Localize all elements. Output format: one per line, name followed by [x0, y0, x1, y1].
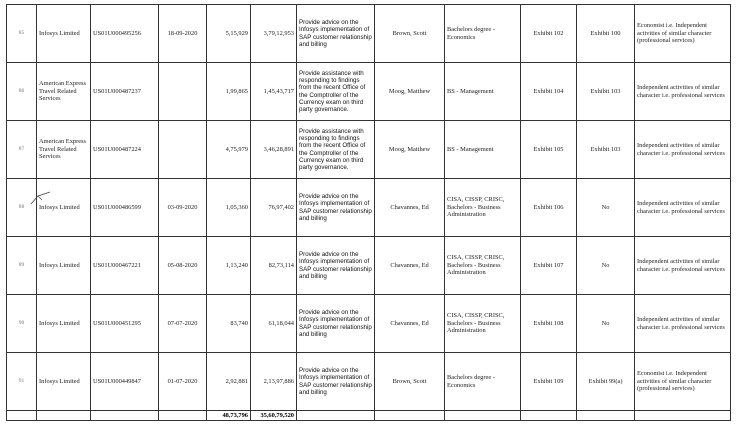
date-cell — [159, 121, 207, 179]
person-name-cell: Chavannes, Ed — [375, 179, 445, 237]
amount-cell: 1,99,865 — [207, 63, 251, 121]
company-name-cell: Infosys Limited — [37, 295, 91, 353]
empty-cell — [37, 411, 91, 421]
table-row — [7, 295, 731, 353]
row-number-cell: 86 — [7, 63, 37, 121]
table-row — [7, 179, 731, 237]
exhibit-cell: Exhibit 105 — [521, 121, 577, 179]
person-name-cell: Brown, Scott — [375, 5, 445, 63]
amount-cell: 1,05,360 — [207, 179, 251, 237]
date-cell: 01-07-2020 — [159, 353, 207, 411]
amount-total-cell: 3,46,28,891 — [251, 121, 297, 179]
table-row — [7, 353, 731, 411]
isin-cell: US01U000495256 — [91, 5, 159, 63]
service-description-cell: Provide advice on the Infosys implementation of SAP customer relationship and billing — [297, 179, 375, 237]
service-description-cell: Provide advice on the Infosys implementation of SAP customer relationship and billing — [297, 237, 375, 295]
exhibit-reference-cell: No — [577, 295, 635, 353]
person-name-cell: Moog, Matthew — [375, 121, 445, 179]
exhibit-reference-cell: No — [577, 179, 635, 237]
qualification-cell: CISA, CISSP, CRISC, Bachelors - Business Administration — [445, 179, 521, 237]
service-description-cell: Provide advice on the Infosys implementation of SAP customer relationship and billing — [297, 295, 375, 353]
person-name-cell: Chavannes, Ed — [375, 237, 445, 295]
isin-cell: US01U000467221 — [91, 237, 159, 295]
empty-cell — [7, 411, 37, 421]
table-row — [7, 237, 731, 295]
empty-cell — [297, 411, 375, 421]
isin-cell: US01U000486599 — [91, 179, 159, 237]
company-name-cell: Infosys Limited — [37, 179, 91, 237]
amount-cell: 4,75,979 — [207, 121, 251, 179]
qualification-cell: BS - Management — [445, 121, 521, 179]
total-amount-cell: 48,73,796 — [207, 411, 251, 421]
exhibit-reference-cell: Exhibit 103 — [577, 63, 635, 121]
service-description-cell: Provide advice on the Infosys implementation of SAP customer relationship and billing — [297, 353, 375, 411]
document-page — [6, 4, 731, 421]
company-name-cell: American Express Travel Related Services — [37, 121, 91, 179]
company-name-cell: Infosys Limited — [37, 237, 91, 295]
row-number-cell: 90 — [7, 295, 37, 353]
amount-total-cell: 3,79,12,953 — [251, 5, 297, 63]
qualification-cell: Bachelors degree - Economics — [445, 5, 521, 63]
date-cell: 18-09-2020 — [159, 5, 207, 63]
table-row — [7, 5, 731, 63]
table-body — [7, 5, 731, 421]
amount-total-cell: 82,73,114 — [251, 237, 297, 295]
independence-note-cell: Economist i.e. Independent activities of similar character (professional services) — [635, 5, 731, 63]
empty-cell — [159, 411, 207, 421]
exhibit-reference-cell: No — [577, 237, 635, 295]
isin-cell: US01U000451295 — [91, 295, 159, 353]
empty-cell — [635, 411, 731, 421]
amount-cell: 5,15,929 — [207, 5, 251, 63]
row-number-cell: 85 — [7, 5, 37, 63]
empty-cell — [445, 411, 521, 421]
independence-note-cell: Independent activities of similar character i.e. professional services — [635, 63, 731, 121]
exhibit-cell: Exhibit 108 — [521, 295, 577, 353]
qualification-cell: BS - Management — [445, 63, 521, 121]
qualification-cell: CISA, CISSP, CRISC, Bachelors - Business Administration — [445, 237, 521, 295]
independence-note-cell: Independent activities of similar character i.e. professional services — [635, 179, 731, 237]
table-row — [7, 63, 731, 121]
person-name-cell: Moog, Matthew — [375, 63, 445, 121]
independence-note-cell: Independent activities of similar character i.e. professional services — [635, 237, 731, 295]
person-name-cell: Brown, Scott — [375, 353, 445, 411]
qualification-cell: CISA, CISSP, CRISC, Bachelors - Business Administration — [445, 295, 521, 353]
company-name-cell: Infosys Limited — [37, 5, 91, 63]
amount-cell: 1,13,240 — [207, 237, 251, 295]
empty-cell — [375, 411, 445, 421]
handwritten-tick-mark — [30, 190, 52, 206]
row-number-cell: 88 — [7, 179, 37, 237]
amount-total-cell: 61,18,044 — [251, 295, 297, 353]
person-name-cell: Chavannes, Ed — [375, 295, 445, 353]
isin-cell: US01U000487237 — [91, 63, 159, 121]
company-name-cell: Infosys Limited — [37, 353, 91, 411]
amount-total-cell: 1,45,43,717 — [251, 63, 297, 121]
independence-note-cell: Independent activities of similar character i.e. professional services — [635, 295, 731, 353]
exhibit-cell: Exhibit 106 — [521, 179, 577, 237]
empty-cell — [91, 411, 159, 421]
exhibit-reference-cell: Exhibit 103 — [577, 121, 635, 179]
qualification-cell: Bachelors degree - Economics — [445, 353, 521, 411]
amount-total-cell: 2,13,97,886 — [251, 353, 297, 411]
service-description-cell: Provide assistance with responding to findings from the recent Office of the Comptroller of the Currency exam on third party governance. — [297, 121, 375, 179]
amount-cell: 83,740 — [207, 295, 251, 353]
service-description-cell: Provide assistance with responding to findings from the recent Office of the Comptroller of the Currency exam on third party governance. — [297, 63, 375, 121]
service-description-cell: Provide advice on the Infosys implementation of SAP customer relationship and billing — [297, 5, 375, 63]
exhibit-cell: Exhibit 104 — [521, 63, 577, 121]
totals-row — [7, 411, 731, 421]
date-cell: 07-07-2020 — [159, 295, 207, 353]
isin-cell: US01U000449847 — [91, 353, 159, 411]
company-name-cell: American Express Travel Related Services — [37, 63, 91, 121]
date-cell: 05-08-2020 — [159, 237, 207, 295]
amount-total-cell: 76,97,402 — [251, 179, 297, 237]
table-row — [7, 121, 731, 179]
row-number-cell: 87 — [7, 121, 37, 179]
amount-cell: 2,92,881 — [207, 353, 251, 411]
row-number-cell: 89 — [7, 237, 37, 295]
isin-cell: US01U000487224 — [91, 121, 159, 179]
independence-note-cell: Economist i.e. Independent activities of similar character (professional services) — [635, 353, 731, 411]
exhibit-reference-cell: Exhibit 99(a) — [577, 353, 635, 411]
grand-total-amount-cell: 35,60,79,520 — [251, 411, 297, 421]
exhibit-reference-cell: Exhibit 100 — [577, 5, 635, 63]
row-number-cell: 91 — [7, 353, 37, 411]
empty-cell — [577, 411, 635, 421]
date-cell — [159, 63, 207, 121]
date-cell: 03-09-2020 — [159, 179, 207, 237]
exhibit-cell: Exhibit 102 — [521, 5, 577, 63]
transactions-table — [6, 4, 731, 421]
exhibit-cell: Exhibit 107 — [521, 237, 577, 295]
exhibit-cell: Exhibit 109 — [521, 353, 577, 411]
independence-note-cell: Independent activities of similar character i.e. professional services — [635, 121, 731, 179]
empty-cell — [521, 411, 577, 421]
